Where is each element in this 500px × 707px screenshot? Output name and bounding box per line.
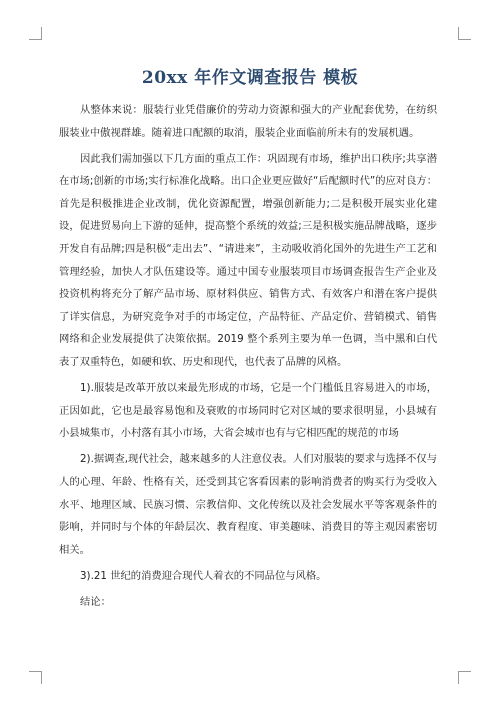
- paragraph-point-1: 1).服装是改革开放以来最先形成的市场，它是一个门槛低且容易进入的市场，正因如此，它也是最容易饱和及衰败的市场同时它对区域的要求很明显，小县城有小县城集市，小村落有其小市场，大省会城市也有与它相匹配的规范的市场: [59, 382, 437, 440]
- paragraph-point-2: 2).据调查,现代社会，越来越多的人注意仪表。人们对服装的要求与选择不仅与人的心理、年龄、性格有关，还受到其它客看因素的影响消费者的购买行为受收入水平、地理区域、民族习惯、宗教信仰、文化传统以及社会发展水平等客观条件的影响，并同时与个体的年龄层次、教育程度、审美趣味、消费目的等主观因素密切相关。: [59, 453, 437, 556]
- crop-mark-bottom-right: [458, 671, 471, 684]
- paragraph-point-3: 3).21 世纪的消费迎合现代人着衣的不同品位与风格。: [80, 569, 327, 582]
- document-body: [59, 99, 437, 617]
- crop-mark-top-left: [29, 27, 42, 40]
- document-title: 20xx 年作文调查报告 模板: [141, 68, 359, 88]
- paragraph-intro: 从整体来说：服装行业凭借廉价的劳动力资源和强大的产业配套优势，在纺织服装业中傲视群雄。随着进口配额的取消，服装企业面临前所未有的发展机遇。: [59, 104, 437, 139]
- crop-mark-top-right: [458, 27, 471, 40]
- paragraph-key-work: 因此我们需加强以下几方面的重点工作：巩固现有市场，维护出口秩序;共享潜在市场;创新的市场;实行标准化战略。出口企业更应做好“后配额时代”的应对良方：首先是积极推进企业改制，优化资源配置，增强创新能力;二是积极开展实业化建设，促进贸易向上下游的延伸，提高整个系统的效益;三是积极实施品牌战略，逐步开发自有品牌;四是积极“走出去”、“请进来”，主动吸收消化国外的先进生产工艺和管理经验，加快人才队伍建设等。通过中国专业服装项目市场调查报告生产企业及投资机构将充分了解产品市场、原材料供应、销售方式、有效客户和潜在客户提供了详实信息，为研究竞争对手的市场定位，产品特征、产品定价、营销模式、销售网络和企业发展提供了决策依据。2019 整个系列主要为单一色调，当中黑和白代表了双重特色，如硬和软、历史和现代，也代表了品牌的风格。: [59, 152, 437, 369]
- crop-mark-bottom-left: [29, 671, 42, 684]
- paragraph-conclusion: 结论：: [80, 595, 111, 608]
